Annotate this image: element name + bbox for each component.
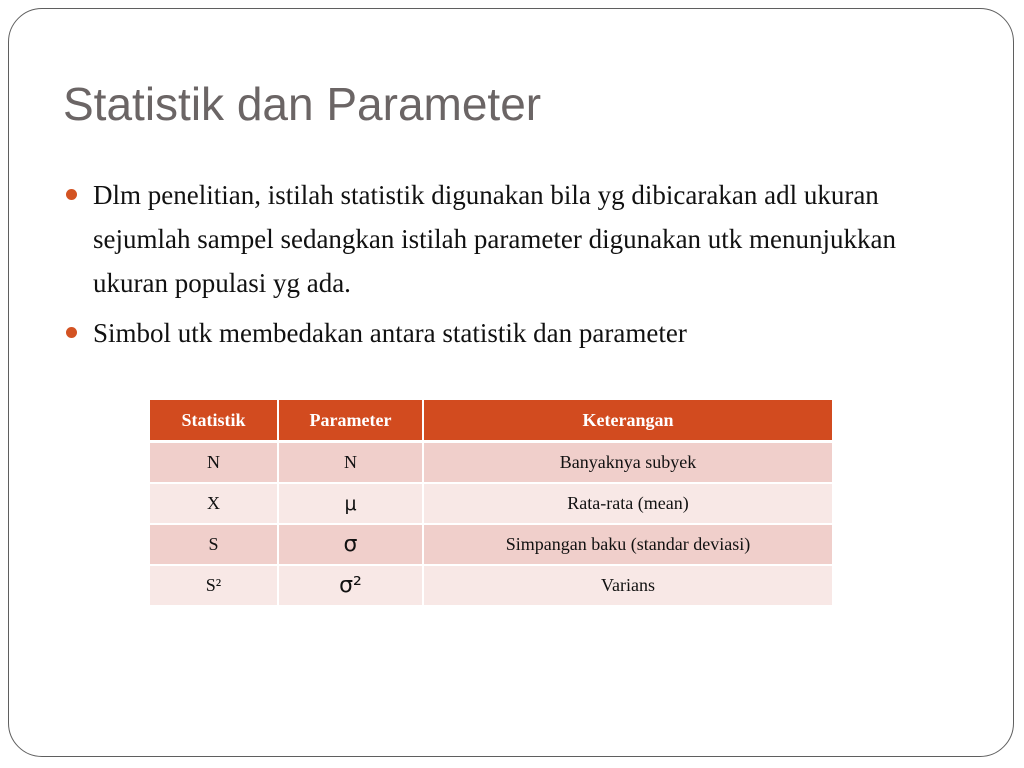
table-row bbox=[150, 524, 832, 565]
bullet-dot-icon bbox=[66, 327, 77, 338]
bullet-item bbox=[61, 173, 961, 305]
header-statistik: Statistik bbox=[150, 400, 278, 442]
cell-parameter: μ bbox=[278, 483, 423, 524]
bullet-item bbox=[61, 311, 961, 355]
cell-keterangan: Simpangan baku (standar deviasi) bbox=[423, 524, 832, 565]
table-row bbox=[150, 483, 832, 524]
bullet-dot-icon bbox=[66, 189, 77, 200]
cell-statistik: S bbox=[150, 524, 278, 565]
bullet-text: Dlm penelitian, istilah statistik digunakan bila yg dibicarakan adl ukuran sejumlah sampel sedangkan istilah parameter digunakan utk menunjukkan ukuran populasi yg ada. bbox=[93, 180, 897, 298]
table-header-row bbox=[150, 400, 832, 442]
symbol-table bbox=[150, 400, 832, 607]
bullet-text: Simbol utk membedakan antara statistik dan parameter bbox=[93, 318, 687, 348]
slide-title: Statistik dan Parameter bbox=[63, 78, 542, 130]
table-row bbox=[150, 442, 832, 484]
cell-statistik: N bbox=[150, 442, 278, 484]
cell-statistik: S² bbox=[150, 565, 278, 606]
cell-parameter: σ bbox=[278, 524, 423, 565]
header-keterangan: Keterangan bbox=[423, 400, 832, 442]
slide-frame bbox=[8, 8, 1014, 757]
cell-keterangan: Varians bbox=[423, 565, 832, 606]
cell-keterangan: Rata-rata (mean) bbox=[423, 483, 832, 524]
cell-parameter: N bbox=[278, 442, 423, 484]
cell-keterangan: Banyaknya subyek bbox=[423, 442, 832, 484]
cell-statistik: X bbox=[150, 483, 278, 524]
table-row bbox=[150, 565, 832, 606]
header-parameter: Parameter bbox=[278, 400, 423, 442]
cell-parameter: σ² bbox=[278, 565, 423, 606]
bullet-list bbox=[61, 173, 961, 361]
